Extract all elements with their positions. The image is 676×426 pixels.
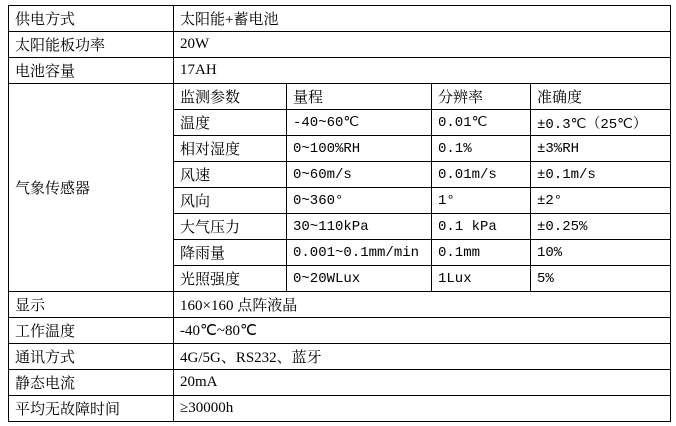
spec-value-solar-panel-power: 20W — [174, 32, 671, 58]
sensor-accuracy-rainfall: 10% — [531, 240, 671, 266]
spec-value-battery-capacity: 17AH — [174, 58, 671, 84]
spec-value-communication: 4G/5G、RS232、蓝牙 — [174, 344, 671, 370]
sensor-param-humidity: 相对湿度 — [174, 136, 287, 162]
table-row — [9, 84, 671, 110]
spec-value-power-supply: 太阳能+蓄电池 — [174, 6, 671, 32]
sensor-param-wind-speed: 风速 — [174, 162, 287, 188]
sensor-range-temperature: -40~60℃ — [287, 110, 432, 136]
sensor-range-illuminance: 0~20WLux — [287, 266, 432, 292]
table-row — [9, 344, 671, 370]
sensor-range-humidity: 0~100%RH — [287, 136, 432, 162]
sensor-param-temperature: 温度 — [174, 110, 287, 136]
sensor-header-param: 监测参数 — [174, 84, 287, 110]
sensor-accuracy-wind-speed: ±0.1m/s — [531, 162, 671, 188]
spec-label-display: 显示 — [9, 292, 174, 318]
table-row — [9, 396, 671, 422]
sensor-resolution-illuminance: 1Lux — [432, 266, 531, 292]
sensor-resolution-humidity: 0.1% — [432, 136, 531, 162]
sensor-range-air-pressure: 30~110kPa — [287, 214, 432, 240]
sensor-param-illuminance: 光照强度 — [174, 266, 287, 292]
sensor-accuracy-air-pressure: ±0.25% — [531, 214, 671, 240]
sensor-accuracy-humidity: ±3%RH — [531, 136, 671, 162]
sensor-header-resolution: 分辨率 — [432, 84, 531, 110]
sensor-param-air-pressure: 大气压力 — [174, 214, 287, 240]
sensor-param-rainfall: 降雨量 — [174, 240, 287, 266]
sensor-range-wind-direction: 0~360° — [287, 188, 432, 214]
spec-label-solar-panel-power: 太阳能板功率 — [9, 32, 174, 58]
table-row — [9, 58, 671, 84]
sensor-resolution-wind-speed: 0.01m/s — [432, 162, 531, 188]
spec-label-power-supply: 供电方式 — [9, 6, 174, 32]
sensor-resolution-air-pressure: 0.1 kPa — [432, 214, 531, 240]
spec-label-battery-capacity: 电池容量 — [9, 58, 174, 84]
table-row — [9, 32, 671, 58]
sensor-range-wind-speed: 0~60m/s — [287, 162, 432, 188]
table-row — [9, 292, 671, 318]
sensor-param-wind-direction: 风向 — [174, 188, 287, 214]
spec-label-communication: 通讯方式 — [9, 344, 174, 370]
sensor-resolution-rainfall: 0.1mm — [432, 240, 531, 266]
spec-value-display: 160×160 点阵液晶 — [174, 292, 671, 318]
spec-label-quiescent-current: 静态电流 — [9, 370, 174, 396]
spec-value-mtbf: ≥30000h — [174, 396, 671, 422]
sensor-accuracy-illuminance: 5% — [531, 266, 671, 292]
sensor-header-accuracy: 准确度 — [531, 84, 671, 110]
table-row — [9, 370, 671, 396]
spec-value-operating-temperature: -40℃~80℃ — [174, 318, 671, 344]
table-row — [9, 6, 671, 32]
sensor-resolution-wind-direction: 1° — [432, 188, 531, 214]
sensor-header-range: 量程 — [287, 84, 432, 110]
spec-table — [8, 5, 671, 422]
spec-label-mtbf: 平均无故障时间 — [9, 396, 174, 422]
sensor-accuracy-wind-direction: ±2° — [531, 188, 671, 214]
spec-value-quiescent-current: 20mA — [174, 370, 671, 396]
sensor-accuracy-temperature: ±0.3℃（25℃） — [531, 110, 671, 136]
spec-label-weather-sensor: 气象传感器 — [9, 84, 174, 292]
table-row — [9, 318, 671, 344]
spec-label-operating-temperature: 工作温度 — [9, 318, 174, 344]
sensor-resolution-temperature: 0.01℃ — [432, 110, 531, 136]
sensor-range-rainfall: 0.001~0.1mm/min — [287, 240, 432, 266]
